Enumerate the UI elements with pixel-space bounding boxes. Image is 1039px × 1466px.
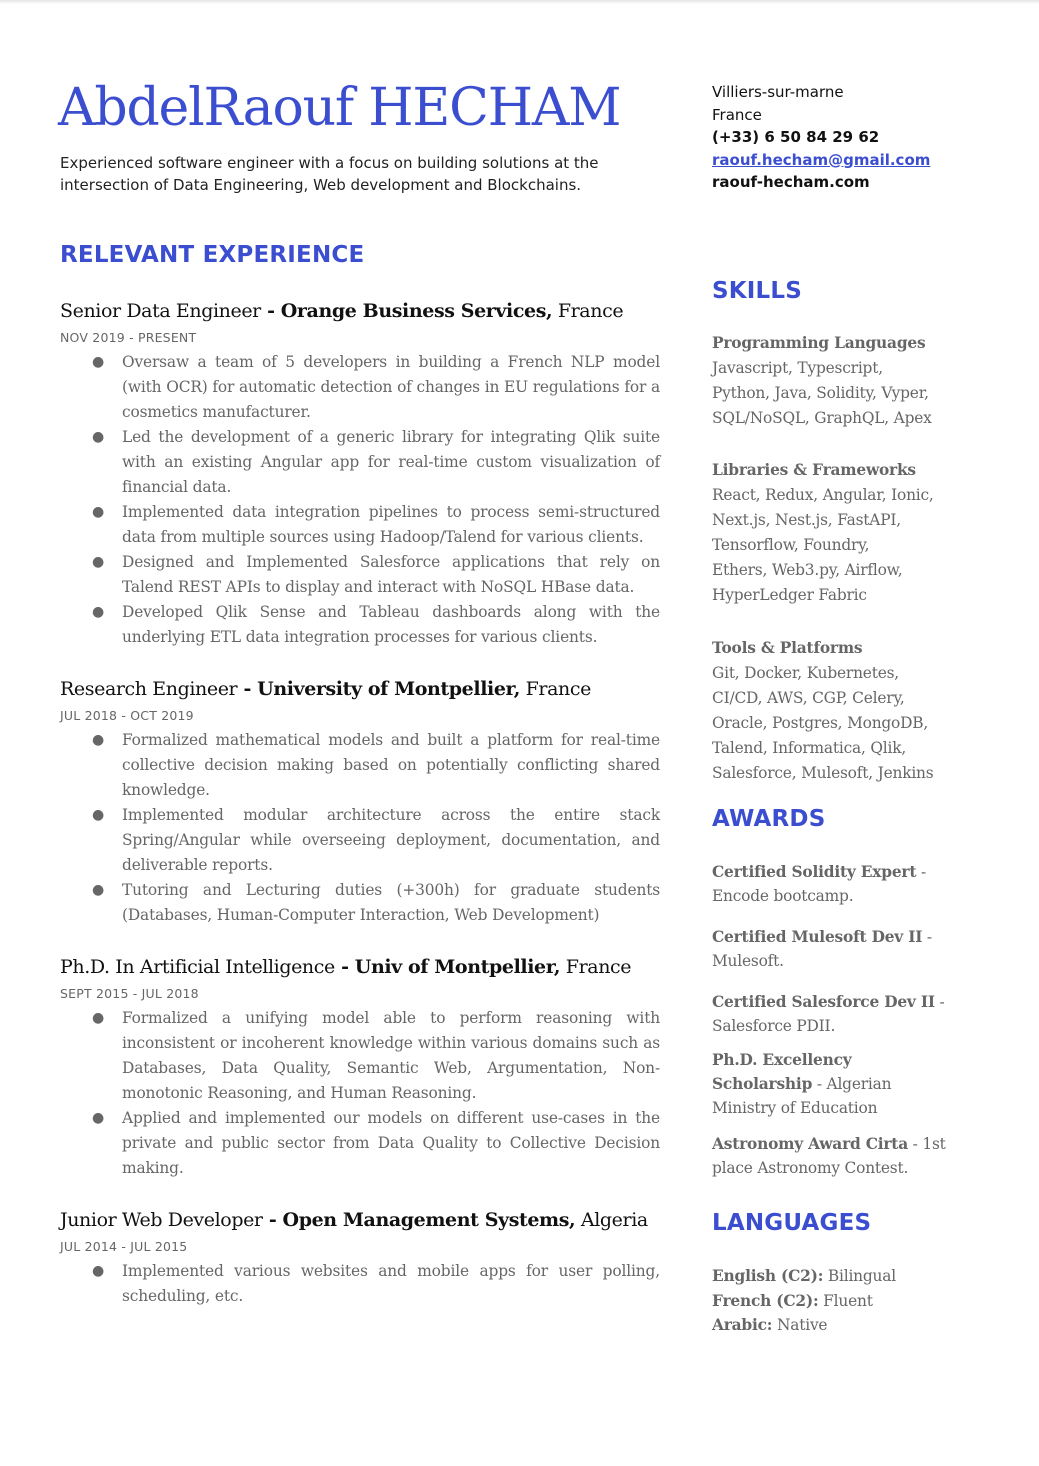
skill-line: Talend, Informatica, Qlik, (712, 739, 907, 757)
job-location: France (519, 678, 591, 700)
job-bullet: ● Implemented modular architecture across the entire stack Spring/Angular while overseeing deployment, documentation, and deliverable reports. (60, 803, 660, 878)
job-bullets (60, 1259, 660, 1309)
job-title (60, 298, 660, 324)
award-item (712, 990, 1012, 1038)
job-bullet: ● Formalized mathematical models and built a platform for real-time collective decision making based on potentially conflicting shared knowledge. (60, 728, 660, 803)
award-issuer: Encode bootcamp. (712, 887, 854, 905)
award-detail: - (916, 863, 926, 881)
job-separator: - (237, 678, 258, 700)
contact-country: France (712, 105, 762, 124)
job-bullets (60, 1006, 660, 1181)
job-separator: - (262, 1209, 283, 1231)
award-title: Ph.D. Excellency (712, 1051, 852, 1069)
award-item (712, 925, 1012, 973)
skill-line: CI/CD, AWS, CGP, Celery, (712, 689, 905, 707)
contact-phone: (+33) 6 50 84 29 62 (712, 128, 880, 146)
job-bullet: ● Developed Qlik Sense and Tableau dashboards along with the underlying ETL data integration processes for various clients. (60, 600, 660, 650)
language-item (712, 1289, 1012, 1314)
candidate-name: AbdelRaouf HECHAM (58, 78, 621, 138)
award-detail: - Algerian (812, 1075, 892, 1093)
job-bullet: ● Led the development of a generic library for integrating Qlik suite with an existing Angular app for real-time custom visualization of financial data. (60, 425, 660, 500)
bullet-dot-icon: ● (92, 354, 105, 370)
bullet-dot-icon: ● (92, 882, 105, 898)
job-bullet: ● Implemented data integration pipelines to process semi-structured data from multiple sources using Hadoop/Talend for various clients. (60, 500, 660, 550)
award-issuer: Mulesoft. (712, 952, 784, 970)
contact-block (712, 81, 1012, 194)
skill-group (712, 458, 1012, 608)
skill-group (712, 636, 1012, 786)
bullet-dot-icon: ● (92, 554, 105, 570)
skill-group-title: Tools & Platforms (712, 639, 863, 657)
job-location: Algeria (575, 1209, 648, 1231)
skill-line: Oracle, Postgres, MongoDB, (712, 714, 929, 732)
bullet-dot-icon: ● (92, 604, 105, 620)
job-entry (60, 954, 660, 1181)
skill-group-title: Programming Languages (712, 334, 926, 352)
award-title: Certified Solidity Expert (712, 863, 917, 881)
language-level: Bilingual (823, 1267, 896, 1285)
language-name: Arabic: (712, 1316, 773, 1334)
job-dates: NOV 2019 - PRESENT (60, 330, 197, 345)
skill-line: Tensorflow, Foundry, (712, 536, 870, 554)
skill-group (712, 331, 1012, 431)
job-company: University of Montpellier, (257, 678, 520, 700)
award-issuer: place Astronomy Contest. (712, 1159, 909, 1177)
job-bullets (60, 728, 660, 928)
bullet-dot-icon: ● (92, 1110, 105, 1126)
contact-city: Villiers-sur-marne (712, 83, 844, 101)
skill-line: Next.js, Nest.js, FastAPI, (712, 511, 901, 529)
job-location: France (552, 300, 624, 322)
skills-list (712, 331, 1012, 786)
language-item (712, 1264, 1012, 1289)
skill-line: SQL/NoSQL, GraphQL, Apex (712, 409, 932, 427)
job-role: Senior Data Engineer (60, 300, 261, 322)
bullet-dot-icon: ● (92, 1263, 105, 1279)
job-bullet: ● Implemented various websites and mobile apps for user polling, scheduling, etc. (60, 1259, 660, 1309)
bullet-dot-icon: ● (92, 504, 105, 520)
job-dates: SEPT 2015 - JUL 2018 (60, 986, 199, 1001)
job-entry (60, 676, 660, 928)
award-detail: - 1st (907, 1135, 946, 1153)
awards-section-title: AWARDS (712, 806, 826, 832)
language-item (712, 1313, 1012, 1338)
job-company: Open Management Systems, (282, 1209, 576, 1231)
awards-list (712, 860, 1012, 1197)
job-role: Ph.D. In Artificial Intelligence (60, 956, 335, 978)
language-name: English (C2): (712, 1267, 824, 1285)
job-bullets (60, 350, 660, 650)
skill-line: React, Redux, Angular, Ionic, (712, 486, 934, 504)
award-item (712, 1048, 1012, 1120)
skill-line: Git, Docker, Kubernetes, (712, 664, 899, 682)
award-item (712, 1132, 1012, 1180)
skill-group-title: Libraries & Frameworks (712, 461, 916, 479)
award-detail: - (934, 993, 945, 1011)
skills-section-title: SKILLS (712, 278, 803, 304)
job-dates: JUL 2014 - JUL 2015 (60, 1239, 188, 1254)
skill-line: HyperLedger Fabric (712, 586, 867, 604)
award-title-cont: Scholarship (712, 1075, 813, 1093)
job-dates: JUL 2018 - OCT 2019 (60, 708, 194, 723)
skill-line: Python, Java, Solidity, Vyper, (712, 384, 929, 402)
award-title: Astronomy Award Cirta (712, 1135, 908, 1153)
bullet-dot-icon: ● (92, 732, 105, 748)
experience-list (60, 298, 660, 1335)
job-bullet: ● Formalized a unifying model able to perform reasoning with inconsistent or incoherent knowledge within various domains such as Databases, Data Quality, Semantic Web, Argumentation, Non-monotonic Reasoning, and Human Reasoning. (60, 1006, 660, 1106)
job-location: France (560, 956, 632, 978)
job-company: Orange Business Services, (280, 300, 553, 322)
job-separator: - (260, 300, 281, 322)
job-bullet: ● Tutoring and Lecturing duties (+300h) for graduate students (Databases, Human-Computer Interaction, Web Development) (60, 878, 660, 928)
award-item (712, 860, 1012, 908)
award-detail: - (922, 928, 932, 946)
award-issuer: Ministry of Education (712, 1099, 878, 1117)
bullet-dot-icon: ● (92, 1010, 105, 1026)
languages-list (712, 1264, 1012, 1338)
job-company: Univ of Montpellier, (354, 956, 561, 978)
skill-line: Javascript, Typescript, (712, 359, 883, 377)
job-separator: - (334, 956, 355, 978)
language-level: Native (772, 1316, 828, 1334)
job-role: Junior Web Developer (60, 1209, 263, 1231)
page-top-edge (0, 0, 1039, 4)
job-bullet: ● Designed and Implemented Salesforce applications that rely on Talend REST APIs to display and interact with NoSQL HBase data. (60, 550, 660, 600)
contact-website: raouf-hecham.com (712, 173, 870, 191)
skill-line: Salesforce, Mulesoft, Jenkins (712, 764, 934, 782)
job-title (60, 676, 660, 702)
bullet-dot-icon: ● (92, 429, 105, 445)
languages-section-title: LANGUAGES (712, 1210, 872, 1236)
job-bullet: ● Oversaw a team of 5 developers in building a French NLP model (with OCR) for automatic detection of changes in EU regulations for a cosmetics manufacturer. (60, 350, 660, 425)
job-title (60, 954, 660, 980)
award-issuer: Salesforce PDII. (712, 1017, 836, 1035)
job-entry (60, 1207, 660, 1309)
award-title: Certified Salesforce Dev II (712, 993, 935, 1011)
skill-line: Ethers, Web3.py, Airflow, (712, 561, 903, 579)
contact-email-link[interactable]: raouf.hecham@gmail.com (712, 150, 931, 169)
language-name: French (C2): (712, 1291, 819, 1310)
job-role: Research Engineer (60, 678, 238, 700)
bullet-dot-icon: ● (92, 807, 105, 823)
language-level: Fluent (818, 1291, 873, 1310)
job-bullet: ● Applied and implemented our models on different use-cases in the private and public sector from Data Quality to Collective Decision making. (60, 1106, 660, 1181)
candidate-tagline: Experienced software engineer with a focus on building solutions at the intersection of Data Engineering, Web development and Blockchains. (60, 154, 599, 194)
job-entry (60, 298, 660, 650)
job-title (60, 1207, 660, 1233)
award-title: Certified Mulesoft Dev II (712, 928, 923, 946)
experience-section-title: RELEVANT EXPERIENCE (60, 242, 365, 268)
